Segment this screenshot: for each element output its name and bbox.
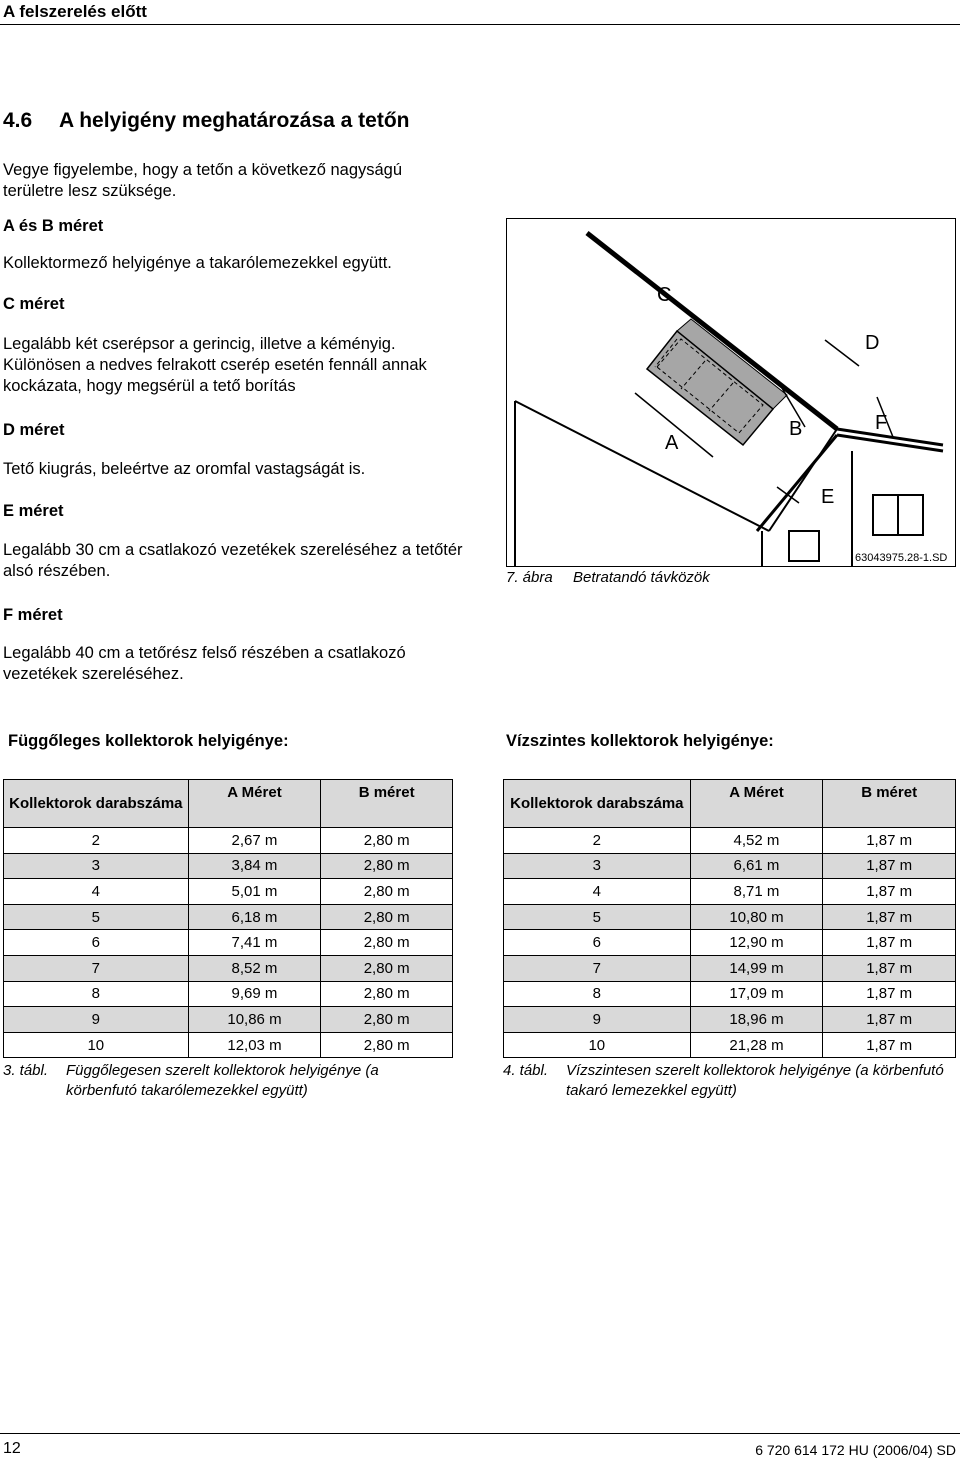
table-cell: 1,87 m	[823, 828, 956, 854]
horizontal-table-caption	[503, 1061, 956, 1103]
table-cell: 7	[4, 955, 189, 981]
vertical-table-caption-label: 3. tábl.	[3, 1062, 49, 1079]
table-cell: 10,86 m	[188, 1007, 321, 1033]
label-e: E	[821, 486, 835, 508]
table-row	[4, 1007, 453, 1033]
table-cell: 1,87 m	[823, 1007, 956, 1033]
table-cell: 8,71 m	[690, 879, 823, 905]
table-cell: 2,80 m	[321, 879, 453, 905]
table-cell: 9,69 m	[188, 981, 321, 1007]
table-row	[504, 904, 956, 930]
table-cell: 1,87 m	[823, 955, 956, 981]
table-row	[504, 981, 956, 1007]
table-cell: 1,87 m	[823, 930, 956, 956]
dim-c-text: Legalább két cserépsor a gerincig, illetve a kéményig. Különösen a nedves felrakott cserép esetén fennáll annak kockázata, hogy megsérül a tető borítás	[3, 335, 427, 395]
label-f: F	[875, 412, 888, 434]
dim-c-heading: C méret	[3, 295, 65, 313]
table-cell: 12,90 m	[690, 930, 823, 956]
col-header-b: B méret	[321, 780, 453, 828]
table-cell: 1,87 m	[823, 1032, 956, 1058]
table-row	[4, 879, 453, 905]
table-cell: 2,80 m	[321, 1032, 453, 1058]
table-cell: 2,80 m	[321, 853, 453, 879]
table-cell: 2	[504, 828, 691, 854]
dim-d-text: Tető kiugrás, beleértve az oromfal vastagságát is.	[3, 460, 366, 478]
table-cell: 4	[4, 879, 189, 905]
col-header-count: Kollektorok darabszáma	[4, 780, 189, 828]
table-cell: 5	[4, 904, 189, 930]
horizontal-table-caption-text: Vízszintesen szerelt kollektorok helyigénye (a körbenfutó takaró lemezekkel együtt)	[566, 1062, 944, 1099]
horizontal-table-heading: Vízszintes kollektorok helyigénye:	[506, 732, 774, 750]
horizontal-table-caption-label: 4. tábl.	[503, 1062, 549, 1079]
table-cell: 17,09 m	[690, 981, 823, 1007]
vertical-collectors-table	[3, 779, 453, 1058]
table-row	[4, 828, 453, 854]
table-cell: 8	[504, 981, 691, 1007]
table-row	[504, 1032, 956, 1058]
table-cell: 7	[504, 955, 691, 981]
table-row	[4, 1032, 453, 1058]
table-row	[504, 853, 956, 879]
table-cell: 5	[504, 904, 691, 930]
roof-figure	[506, 218, 956, 567]
col-header-b: B méret	[823, 780, 956, 828]
header-rule	[0, 24, 960, 25]
dim-e-text: Legalább 30 cm a csatlakozó vezetékek szereléséhez a tetőtér alsó részében.	[3, 541, 463, 580]
label-a: A	[665, 432, 679, 454]
table-cell: 2,80 m	[321, 981, 453, 1007]
dim-e-heading: E méret	[3, 502, 64, 520]
label-c: C	[657, 284, 672, 306]
col-header-a: A Méret	[188, 780, 321, 828]
dim-ab-text: Kollektormező helyigénye a takarólemezekkel együtt.	[3, 254, 392, 272]
section-number: 4.6	[3, 109, 33, 132]
section-title-text: A helyigény meghatározása a tetőn	[59, 109, 410, 132]
table-row	[4, 853, 453, 879]
section-title	[3, 109, 410, 133]
table-cell: 2,80 m	[321, 1007, 453, 1033]
label-b: B	[789, 418, 803, 440]
table-cell: 6,61 m	[690, 853, 823, 879]
table-cell: 8,52 m	[188, 955, 321, 981]
table-cell: 14,99 m	[690, 955, 823, 981]
dim-d-heading: D méret	[3, 421, 65, 439]
table-cell: 2,67 m	[188, 828, 321, 854]
wall-window	[789, 531, 819, 561]
col-header-count: Kollektorok darabszáma	[504, 780, 691, 828]
label-d: D	[865, 332, 880, 354]
table-cell: 8	[4, 981, 189, 1007]
table-cell: 1,87 m	[823, 904, 956, 930]
table-cell: 10	[504, 1032, 691, 1058]
table-row	[504, 955, 956, 981]
table-cell: 10	[4, 1032, 189, 1058]
table-row	[504, 930, 956, 956]
table-row	[4, 930, 453, 956]
table-cell: 9	[504, 1007, 691, 1033]
table-cell: 12,03 m	[188, 1032, 321, 1058]
table-cell: 6	[4, 930, 189, 956]
figure-caption-label: 7. ábra	[506, 569, 553, 586]
vertical-table-caption	[3, 1061, 453, 1103]
footer-rule	[0, 1433, 960, 1434]
table-cell: 3,84 m	[188, 853, 321, 879]
table-cell: 18,96 m	[690, 1007, 823, 1033]
table-cell: 2,80 m	[321, 904, 453, 930]
dim-f-heading: F méret	[3, 606, 63, 624]
table-row	[4, 904, 453, 930]
table-cell: 2,80 m	[321, 930, 453, 956]
page-number: 12	[3, 1440, 21, 1457]
table-cell: 4,52 m	[690, 828, 823, 854]
table-row	[504, 1007, 956, 1033]
table-cell: 21,28 m	[690, 1032, 823, 1058]
intro-paragraph: Vegye figyelembe, hogy a tetőn a következő nagyságú területre lesz szüksége.	[3, 161, 403, 200]
figure-code: 63043975.28-1.SD	[855, 552, 948, 564]
figure-caption-text: Betratandó távközök	[573, 569, 710, 586]
dim-ab-heading: A és B méret	[3, 217, 104, 235]
table-cell: 6	[504, 930, 691, 956]
table-row	[504, 828, 956, 854]
table-cell: 1,87 m	[823, 981, 956, 1007]
running-header: A felszerelés előtt	[3, 2, 147, 21]
table-cell: 4	[504, 879, 691, 905]
vertical-table-heading: Függőleges kollektorok helyigénye:	[8, 732, 289, 750]
col-header-a: A Méret	[690, 780, 823, 828]
table-cell: 7,41 m	[188, 930, 321, 956]
table-cell: 1,87 m	[823, 879, 956, 905]
table-cell: 3	[504, 853, 691, 879]
table-cell: 2,80 m	[321, 828, 453, 854]
table-cell: 10,80 m	[690, 904, 823, 930]
table-cell: 3	[4, 853, 189, 879]
table-cell: 6,18 m	[188, 904, 321, 930]
document-id: 6 720 614 172 HU (2006/04) SD	[755, 1442, 956, 1458]
table-row	[4, 955, 453, 981]
table-row	[4, 981, 453, 1007]
table-cell: 2,80 m	[321, 955, 453, 981]
roof-diagram	[507, 219, 955, 566]
figure-caption	[506, 569, 710, 586]
table-cell: 2	[4, 828, 189, 854]
table-cell: 9	[4, 1007, 189, 1033]
vertical-table-caption-text: Függőlegesen szerelt kollektorok helyigénye (a körbenfutó takarólemezekkel együtt)	[66, 1062, 379, 1099]
dim-f-text: Legalább 40 cm a tetőrész felső részében a csatlakozó vezetékek szereléséhez.	[3, 644, 406, 683]
table-row	[504, 879, 956, 905]
table-cell: 5,01 m	[188, 879, 321, 905]
horizontal-collectors-table	[503, 779, 956, 1058]
table-cell: 1,87 m	[823, 853, 956, 879]
